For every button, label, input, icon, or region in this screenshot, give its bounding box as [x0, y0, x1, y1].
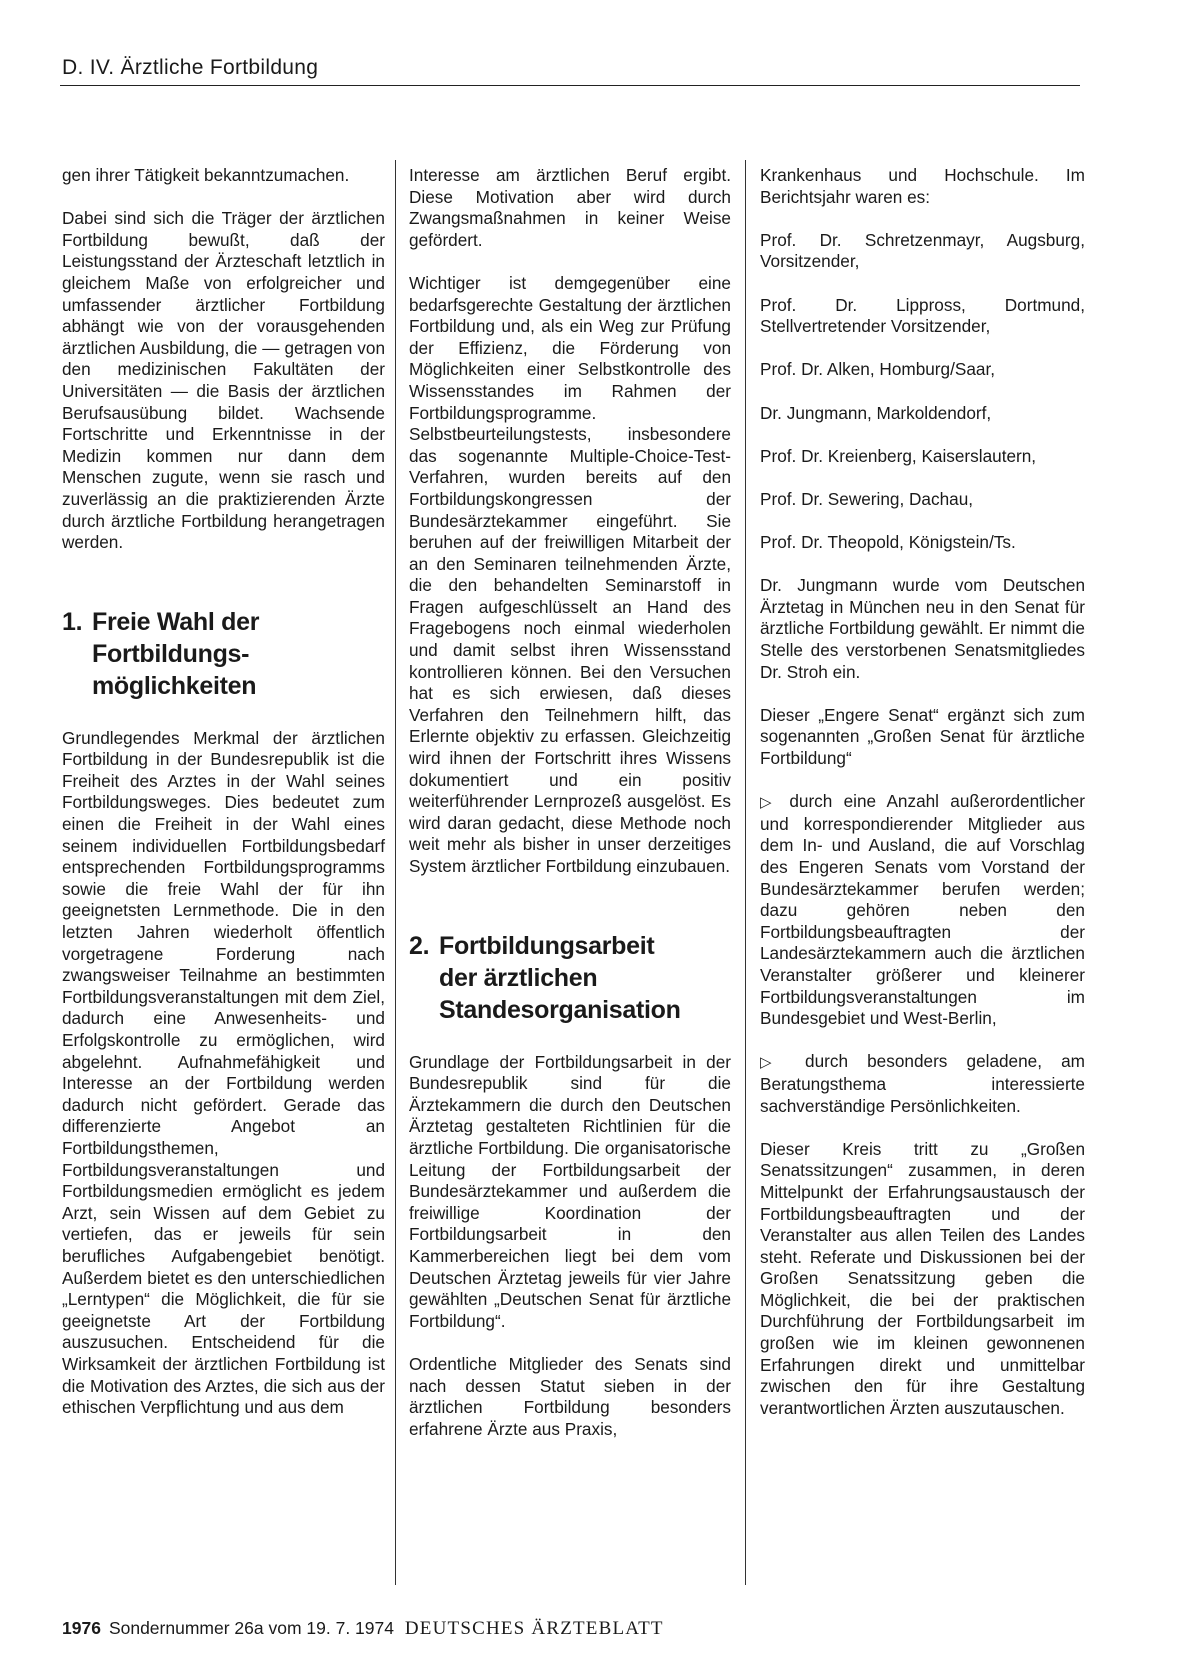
paragraph: Dieser „Engere Senat“ ergänzt sich zum sogenannten „Großen Senat für ärztliche Fortbildung“: [760, 704, 1085, 769]
running-header: D. IV. Ärztliche Fortbildung: [62, 56, 319, 79]
column-3: [760, 165, 1085, 1419]
bullet-item: [760, 1051, 1085, 1117]
bullet-text: durch eine Anzahl außerordentlicher und korrespondierender Mitglieder aus dem In- und Ausland, die auf Vorschlag des Engeren Senats vom Vorstand der Bundesärztekammer berufen werden; dazu gehören neben den Fortbildungsbeauftragten der Landesärztekammern auch die ärztlichen Veranstalter größerer und kleinerer Fortbildungsveranstaltungen im Bundesgebiet und West-Berlin,: [760, 791, 1085, 1029]
header-rule: [60, 85, 1080, 86]
section-heading-1: [62, 606, 385, 702]
senate-member: Prof. Dr. Lippross, Dortmund, Stellvertretender Vorsitzender,: [760, 294, 1085, 337]
senate-member: Prof. Dr. Theopold, Königstein/Ts.: [760, 532, 1016, 553]
column-2: [409, 165, 731, 1440]
senate-member: Prof. Dr. Kreienberg, Kaiserslautern,: [760, 445, 1037, 466]
triangle-bullet-icon: ▷: [760, 1053, 786, 1072]
paragraph: Dabei sind sich die Träger der ärztlichen Fortbildung bewußt, daß der Leistungsstand der Ärzteschaft letztlich in gleichem Maße von erfolgreicher und umfassender ärztlicher Fortbildung abhängt wie von der vorausgehenden ärztlichen Ausbildung, die — getragen von den medizinischen Fakultäten der Universitäten — die Basis der ärztlichen Berufsausübung bildet. Wachsende Fortschritte und Erkenntnisse in der Medizin kommen nur dann dem Menschen zugute, wenn sie rasch und zuverlässig an die praktizierenden Ärzte durch ärztliche Fortbildung herangetragen werden.: [62, 208, 385, 553]
senate-member: Prof. Dr. Alken, Homburg/Saar,: [760, 359, 996, 380]
triangle-bullet-icon: ▷: [760, 793, 779, 812]
paragraph: Wichtiger ist demgegenüber eine bedarfsgerechte Gestaltung der ärztlichen Fortbildung und, als ein Weg zur Prüfung der Effizienz, die Förderung von Möglichkeiten einer Selbstkontrolle des Wissensstandes im Rahmen der Fortbildungsprogramme. Selbstbeurteilungstests, insbesondere das sogenannte Multiple-Choice-Test-Verfahren, wurden bereits auf den Fortbildungskongressen der Bundesärztekammer eingeführt. Sie beruhen auf der freiwilligen Mitarbeit der an den Seminaren teilnehmenden Ärzte, die den behandelten Seminarstoff in Fragen aufgeschlüsselt an Hand des Fragebogens noch einmal wiederholen und damit selbst ihren Wissensstand kontrollieren können. Bei den Versuchen hat es sich erwiesen, daß dieses Verfahren den Teilnehmern hilft, das Erlernte objektiv zu erfassen. Gleichzeitig wird ihnen der Fortschritt ihres Wissens dokumentiert und ein positiv weiterführender Lernprozeß ausgelöst. Es wird daran gedacht, diese Methode noch weit mehr als bisher in unser derzeitiges System ärztlicher Fortbildung einzubauen.: [409, 272, 731, 876]
heading-line: möglichkeiten: [92, 671, 257, 700]
heading-line: der ärztlichen: [439, 963, 598, 992]
column-1: [62, 165, 385, 1419]
paragraph: Interesse am ärztlichen Beruf ergibt. Diese Motivation aber wird durch Zwangsmaßnahmen in keiner Weise gefördert.: [409, 165, 731, 250]
section-heading-2: [409, 930, 731, 1026]
paragraph: Krankenhaus und Hochschule. Im Berichtsjahr waren es:: [760, 165, 1085, 207]
section-number: 1.: [62, 607, 83, 636]
section-number: 2.: [409, 931, 430, 960]
senate-member: Prof. Dr. Sewering, Dachau,: [760, 488, 974, 509]
senate-member: Dr. Jungmann, Markoldendorf,: [760, 402, 992, 423]
issue-info: Sondernummer 26a vom 19. 7. 1974: [108, 1618, 394, 1638]
heading-line: Fortbildungs-: [92, 639, 250, 668]
bullet-text: durch besonders geladene, am Beratungsthema interessierte sachverständige Persönlichkeiten.: [760, 1051, 1086, 1116]
page-footer: [62, 1618, 664, 1640]
bullet-item: [760, 791, 1085, 1030]
paragraph: gen ihrer Tätigkeit bekanntzumachen.: [62, 165, 350, 185]
paragraph: Ordentliche Mitglieder des Senats sind nach dessen Statut sieben in der ärztlichen Fortbildung besonders erfahrene Ärzte aus Praxis,: [409, 1353, 731, 1439]
paragraph: Dr. Jungmann wurde vom Deutschen Ärztetag in München neu in den Senat für ärztliche Fortbildung gewählt. Er nimmt die Stelle des verstorbenen Senatsmitgliedes Dr. Stroh ein.: [760, 575, 1085, 682]
paragraph: Dieser Kreis tritt zu „Großen Senatssitzungen“ zusammen, in deren Mittelpunkt der Erfahrungsaustausch der Fortbildungsbeauftragten und der Veranstalter aus allen Teilen des Landes steht. Referate und Diskussionen bei der Großen Senatssitzung geben die Möglichkeit, die bei der praktischen Durchführung der Fortbildungsarbeit im großen wie im kleinen gewonnenen Erfahrungen direkt und unmittelbar zwischen den für ihre Gestaltung verantwortlichen Ärzten auszutauschen.: [760, 1138, 1085, 1418]
heading-line: Fortbildungsarbeit: [439, 931, 655, 960]
column-divider-1: [395, 160, 396, 1585]
column-divider-2: [745, 160, 746, 1585]
heading-line: Freie Wahl der: [92, 607, 260, 636]
paragraph: Grundlage der Fortbildungsarbeit in der Bundesrepublik sind für die Ärztekammern die durch den Deutschen Ärztetag gestalteten Richtlinien für die ärztliche Fortbildung. Die organisatorische Leitung der Fortbildungsarbeit der Bundesärztekammer und außerdem die freiwillige Koordination der Fortbildungsarbeit in den Kammerbereichen liegt bei dem vom Deutschen Ärztetag jeweils für vier Jahre gewählten „Deutschen Senat für ärztliche Fortbildung“.: [409, 1051, 731, 1331]
page-number: 1976: [62, 1618, 101, 1638]
paragraph: Grundlegendes Merkmal der ärztlichen Fortbildung in der Bundesrepublik ist die Freiheit des Arztes in der Wahl seines Fortbildungsweges. Dies bedeutet zum einen die Freiheit in der Wahl eines seinem individuellen Fortbildungsbedarf entsprechenden Fortbildungsprogramms sowie die freie Wahl der für ihn geeignetsten Lernmethode. Die in den letzten Jahren wiederholt öffentlich vorgetragene Forderung nach zwangsweiser Teilnahme an bestimmten Fortbildungsveranstaltungen mit dem Ziel, dadurch eine Anwesenheits- und Erfolgskontrolle zu ermöglichen, wird abgelehnt. Aufnahmefähigkeit und Interesse an der Fortbildung werden dadurch nicht gefördert. Gerade das differenzierte Angebot an Fortbildungsthemen, Fortbildungsveranstaltungen und Fortbildungsmedien ermöglicht es jedem Arzt, sein Wissen auf dem Gebiet zu vertiefen, das er jeweils für sein berufliches Aufgabengebiet benötigt. Außerdem bietet es den unterschiedlichen „Lerntypen“ die Möglichkeit, die für sie geeignetste Art der Fortbildung auszusuchen. Entscheidend für die Wirksamkeit der ärztlichen Fortbildung ist die Motivation des Arztes, die sich aus der ethischen Verpflichtung und aus dem: [62, 727, 385, 1418]
publication-name: DEUTSCHES ÄRZTEBLATT: [404, 1618, 664, 1639]
heading-line: Standesorganisation: [439, 995, 681, 1024]
senate-member: Prof. Dr. Schretzenmayr, Augsburg, Vorsitzender,: [760, 229, 1085, 272]
